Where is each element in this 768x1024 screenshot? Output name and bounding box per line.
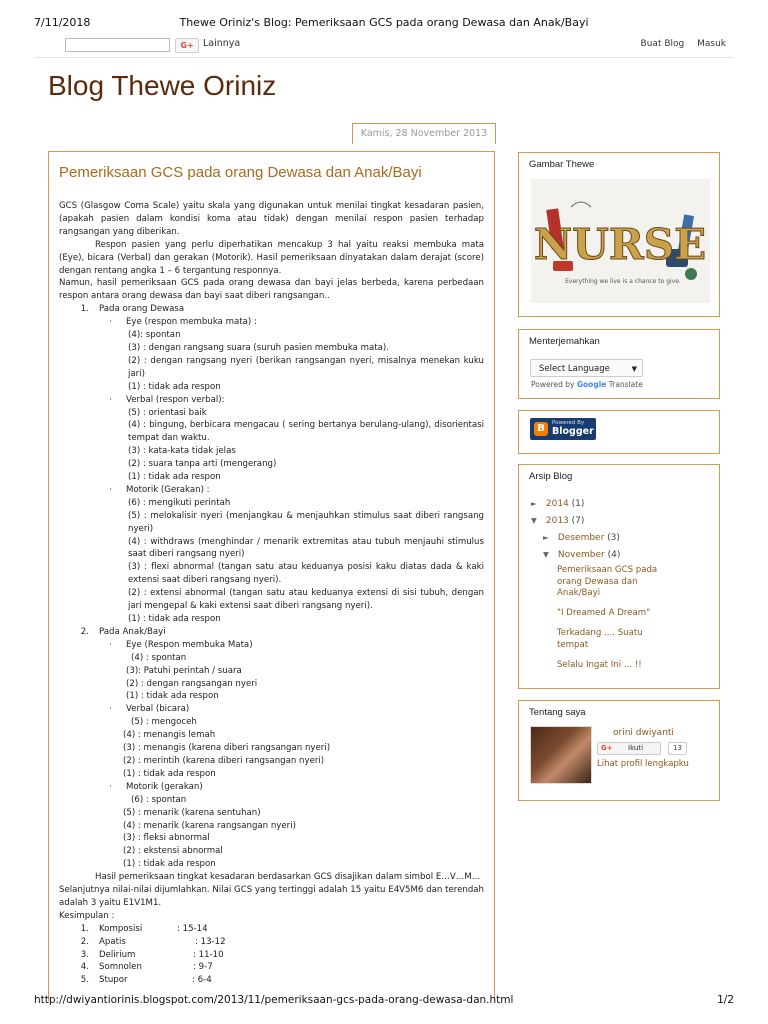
post-paragraph: Selanjutnya nilai-nilai dijumlahkan. Nilai GCS yang tertinggi adalah 15 yaitu E4V5M6 dan terendah adalah 3 yaitu E1V1M1. <box>59 885 484 908</box>
print-url: http://dwiyantiorinis.blogspot.com/2013/11/pemeriksaan-gcs-pada-orang-dewasa-dan.html <box>34 994 514 1006</box>
chevron-right-icon[interactable]: ► <box>531 499 537 508</box>
post-paragraph: Namun, hasil pemeriksaan GCS pada orang dewasa dan bayi jelas berbeda, karena perbedaan respon antara orang dewasa dan bayi saat diberi rangsangan.. <box>59 278 484 302</box>
profile-block <box>519 726 719 786</box>
adult-motor-item: (4) : withdraws (menghindar / menarik extremitas atau tubuh menjauhi stimulus saat diberi rangsang nyeri) <box>128 536 484 560</box>
child-verbal-item: (1) : tidak ada respon <box>123 768 216 779</box>
child-eye-item: (3): Patuhi perintah / suara <box>126 665 242 676</box>
child-motor-item: (1) : tidak ada respon <box>123 859 216 870</box>
print-header <box>34 16 734 30</box>
child-verbal-item: (2) : merintih (karena diberi rangsangan nyeri) <box>123 755 325 766</box>
adult-verbal-item: (5) : orientasi baik <box>128 407 207 418</box>
archive-post-link[interactable]: Terkadang .... Suatu tempat <box>557 628 643 650</box>
post-title[interactable]: Pemeriksaan GCS pada orang Dewasa dan Anak/Bayi <box>59 164 422 181</box>
child-eye-item: (1) : tidak ada respon <box>126 691 219 702</box>
nurse-word: NURSE <box>533 220 707 269</box>
profile-name[interactable]: orini dwiyanti <box>613 728 674 738</box>
archive-year-2013[interactable]: ▼ 2013 (7) <box>531 512 719 529</box>
chevron-down-icon[interactable]: ▼ <box>543 550 549 559</box>
archive-post-link[interactable]: "I Dreamed A Dream" <box>557 607 651 618</box>
navbar-right <box>631 39 726 49</box>
child-motor-item: (5) : menarik (karena sentuhan) <box>123 807 261 818</box>
adult-eye-item: (1) : tidak ada respon <box>128 381 221 392</box>
follow-button[interactable]: G+ Ikuti <box>597 742 661 755</box>
archive-list <box>531 495 719 672</box>
conclusion-item: 5. Stupor : 6-4 <box>80 975 212 986</box>
adult-motor-item: (2) : extensi abnormal (tangan satu atau keduanya extensi di sisi tubuh, dengan jari mengepal & kaki extensi saat diberi rangsang nyeri). <box>128 588 484 612</box>
archive-year-2014[interactable]: ► 2014 (1) <box>531 495 719 512</box>
adult-motor-item: (6) : mengikuti perintah <box>128 497 231 508</box>
blog-title[interactable]: Blog Thewe Oriniz <box>48 70 277 101</box>
post-date: Kamis, 28 November 2013 <box>352 123 496 144</box>
adult-verbal-item: (3) : kata-kata tidak jelas <box>128 446 236 457</box>
conclusion-item: 2. Apatis : 13-12 <box>80 936 226 947</box>
powered-by-google: Powered by Google Translate <box>531 380 643 389</box>
adult-eye-item: (2) : dengan rangsang nyeri (berikan rangsangan nyeri, misalnya menekan kuku jari) <box>128 355 484 379</box>
create-blog-link[interactable]: Buat Blog <box>640 39 685 49</box>
google-plus-button[interactable]: G+ <box>175 38 199 53</box>
child-verbal-heading: · Verbal (bicara) <box>109 704 190 715</box>
view-profile-link[interactable]: Lihat profil lengkapku <box>597 759 689 769</box>
child-motor-item: (4) : menarik (karena rangsangan nyeri) <box>123 820 296 831</box>
adult-motor-item: (3) : flexi abnormal (tangan satu atau keduanya posisi kaku diatas dada & kaki extensi saat diberi rangsang nyeri). <box>128 562 484 586</box>
post-paragraph: Respon pasien yang perlu diperhatikan mencakup 3 hal yaitu reaksi membuka mata (Eye), bicara (Verbal) dan gerakan (Motorik). Hasil pemeriksaan dinyatakan dalam derajat (score) dengan rentang angka 1 – 6 tergantung responnya. <box>59 239 484 276</box>
more-link[interactable]: Lainnya <box>203 38 241 49</box>
adult-eye-heading: · Eye (respon membuka mata) : <box>109 317 257 328</box>
child-eye-item: (4) : spontan <box>131 652 187 663</box>
archive-month-november[interactable]: ▼ November (4) <box>543 546 719 563</box>
chevron-down-icon[interactable]: ▼ <box>531 516 537 525</box>
child-verbal-item: (5) : mengoceh <box>131 717 197 728</box>
adult-verbal-heading: · Verbal (respon verbal): <box>109 394 225 405</box>
child-motor-heading: · Motorik (gerakan) <box>109 781 203 792</box>
print-title: Thewe Oriniz's Blog: Pemeriksaan GCS pada orang Dewasa dan Anak/Bayi <box>179 16 589 29</box>
google-plus-icon: G+ <box>601 744 613 752</box>
conclusion-item: 1. Komposisi : 15-14 <box>80 923 208 934</box>
avatar[interactable] <box>530 726 592 784</box>
conclusion-item: 4. Somnolen : 9-7 <box>80 962 213 973</box>
adult-verbal-item: (1) : tidak ada respon <box>128 472 221 483</box>
archive-widget <box>518 464 720 689</box>
adult-eye-item: (4): spontan <box>128 330 181 341</box>
widget-title: Menterjemahkan <box>529 336 600 347</box>
print-date: 7/11/2018 <box>34 16 91 29</box>
child-motor-item: (6) : spontan <box>131 794 187 805</box>
login-link[interactable]: Masuk <box>697 39 726 49</box>
adult-verbal-item: (2) : suara tanpa arti (mengerang) <box>128 459 277 470</box>
blogger-icon: B <box>534 422 548 436</box>
chevron-right-icon[interactable]: ► <box>543 533 549 542</box>
child-verbal-item: (4) : menangis lemah <box>123 730 216 741</box>
blogger-widget <box>518 410 720 454</box>
nurse-tagline: Everything we live is a chance to give. <box>565 278 681 285</box>
adult-eye-item: (3) : dengan rangsang suara (suruh pasien membuka mata). <box>128 342 390 353</box>
child-motor-item: (2) : ekstensi abnormal <box>123 846 223 857</box>
widget-title: Arsip Blog <box>529 471 573 482</box>
picture-widget <box>518 152 720 317</box>
powered-by-blogger-badge[interactable]: B Powered By Blogger <box>530 418 596 440</box>
post-container <box>48 151 495 1001</box>
translate-widget <box>518 329 720 399</box>
conclusion-item: 3. Delirium : 11-10 <box>80 949 224 960</box>
widget-title: Tentang saya <box>529 707 586 718</box>
adult-motor-heading: · Motorik (Gerakan) : <box>109 484 210 495</box>
list-item-adult: 1. Pada orang Dewasa <box>80 304 185 315</box>
language-select[interactable]: Select Language ▼ <box>530 359 643 377</box>
archive-month-december[interactable]: ► Desember (3) <box>543 529 719 546</box>
child-eye-item: (2) : dengan rangsangan nyeri <box>126 678 258 689</box>
chevron-down-icon: ▼ <box>631 365 637 373</box>
child-motor-item: (3) : fleksi abnormal <box>123 833 210 844</box>
adult-verbal-item: (4) : bingung, berbicara mengacau ( sering bertanya berulang-ulang), disorientasi tempat dan waktu. <box>128 420 484 444</box>
child-eye-heading: · Eye (Respon membuka Mata) <box>109 639 253 650</box>
widget-title: Gambar Thewe <box>529 159 595 170</box>
child-verbal-item: (3) : menangis (karena diberi rangsangan nyeri) <box>123 743 331 754</box>
search-input[interactable] <box>65 38 170 52</box>
archive-post-link[interactable]: Selalu Ingat Ini ... !! <box>557 660 642 670</box>
list-item-child: 2. Pada Anak/Bayi <box>80 626 166 637</box>
blogger-navbar <box>34 33 734 58</box>
nurse-image <box>531 179 710 303</box>
archive-post-link[interactable]: Pemeriksaan GCS pada orang Dewasa dan Anak/Bayi <box>557 565 658 598</box>
post-body <box>59 200 484 987</box>
print-page-number: 1/2 <box>717 994 734 1006</box>
nurse-illustration <box>531 179 710 303</box>
post-paragraph: Hasil pemeriksaan tingkat kesadaran berdasarkan GCS disajikan dalam simbol E…V…M… <box>95 872 481 883</box>
adult-motor-item: (1) : tidak ada respon <box>128 614 221 624</box>
about-widget <box>518 700 720 801</box>
follow-count: 13 <box>668 742 687 755</box>
conclusion-label: Kesimpulan : <box>59 910 115 921</box>
adult-motor-item: (5) : melokalisir nyeri (menjangkau & menjauhkan stimulus saat diberi rangsang nyeri) <box>128 510 484 534</box>
post-paragraph: GCS (Glasgow Coma Scale) yaitu skala yang digunakan untuk menilai tingkat kesadaran pasien, (apakah pasien dalam kondisi koma atau tidak) dengan menilai respon pasien terhadap rangsangan yang diberikan. <box>59 201 484 237</box>
